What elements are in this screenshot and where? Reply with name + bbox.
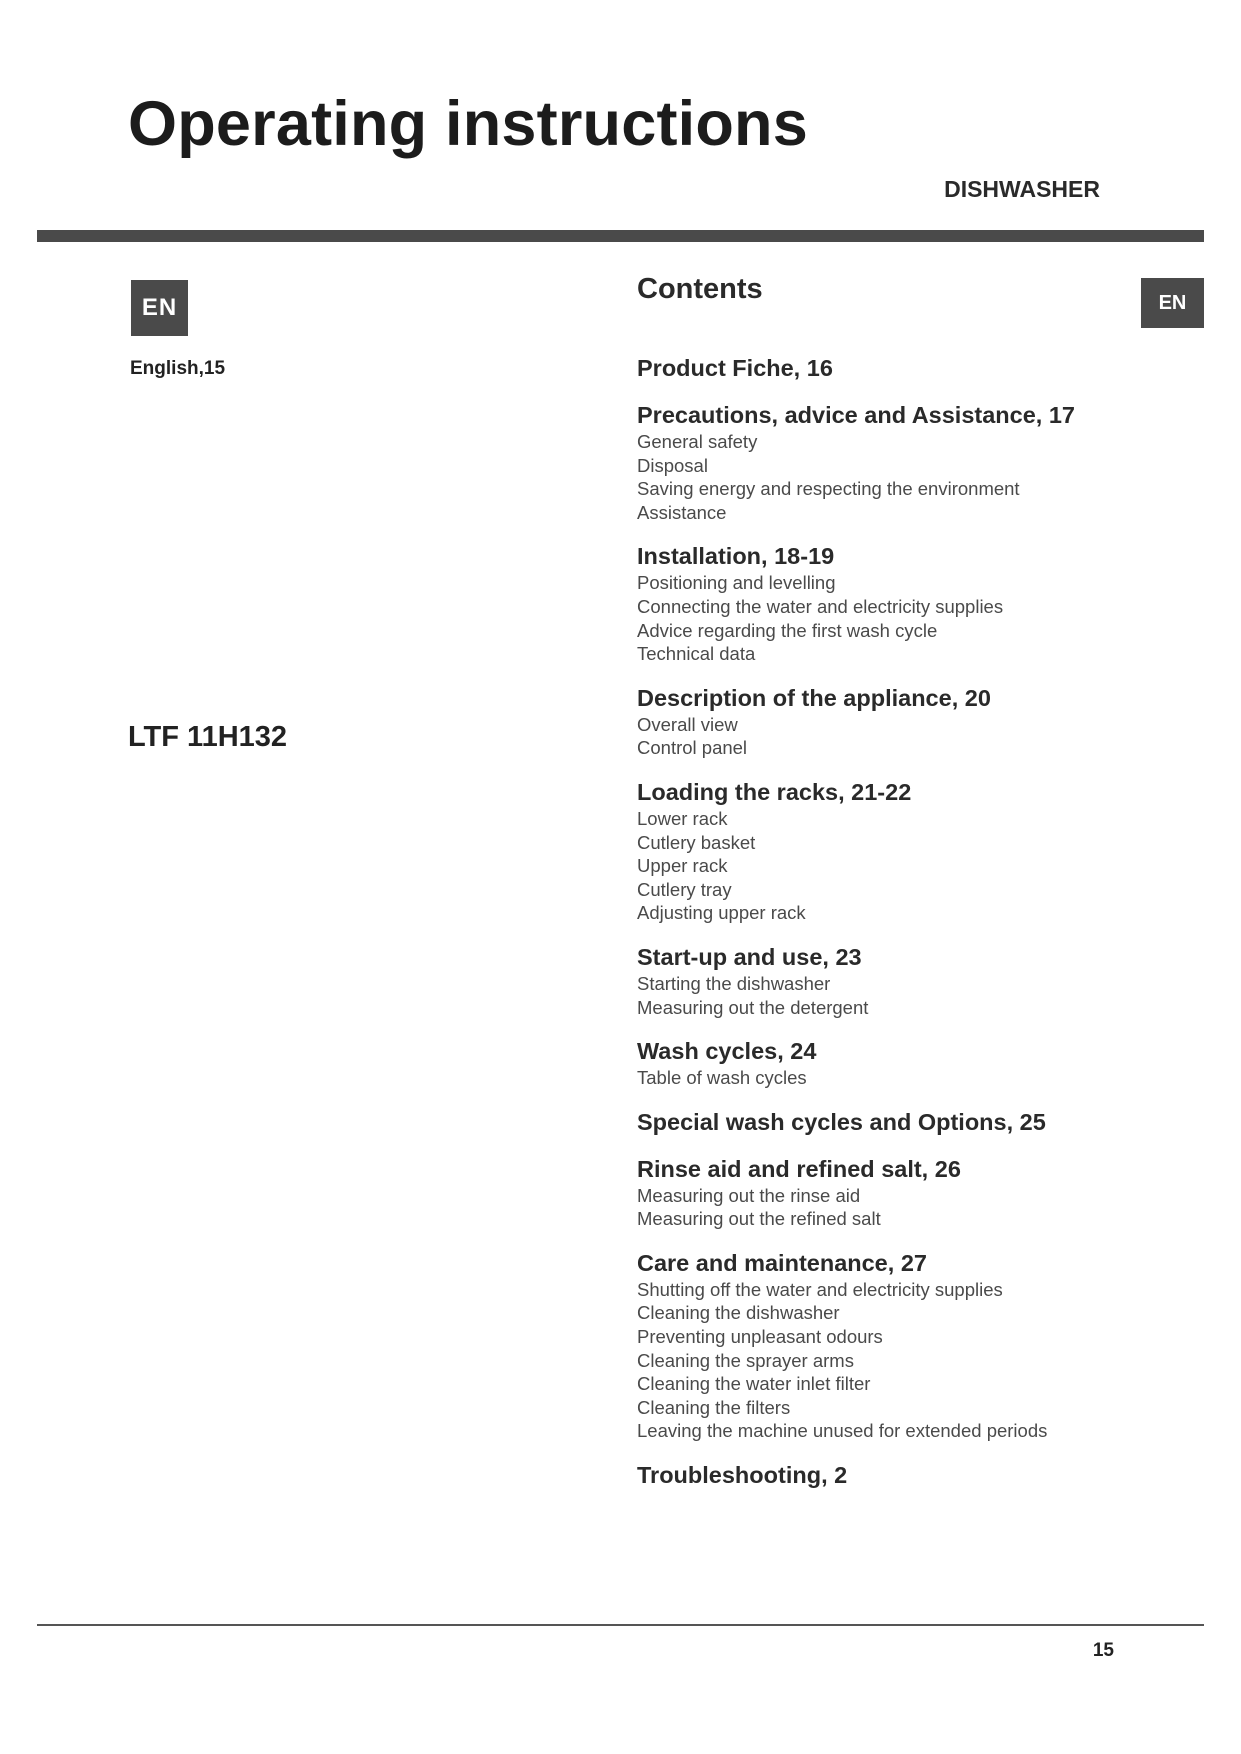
toc-item: Positioning and levelling <box>637 572 836 594</box>
toc-item-list <box>637 972 1157 1019</box>
toc-item: Table of wash cycles <box>637 1067 807 1089</box>
toc-section <box>637 943 1157 1019</box>
language-badge: EN <box>131 280 188 336</box>
toc-section-title: Description of the appliance, 20 <box>637 684 991 711</box>
toc-item: Starting the dishwasher <box>637 972 831 994</box>
contents-heading: Contents <box>637 273 763 305</box>
toc-section-title: Troubleshooting, 2 <box>637 1462 848 1489</box>
toc-section-title: Installation, 18-19 <box>637 543 835 570</box>
toc-item: Overall view <box>637 713 738 735</box>
toc-section-title: Product Fiche, 16 <box>637 355 833 381</box>
toc-item-list <box>637 1184 1157 1231</box>
toc-item: General safety <box>637 431 758 452</box>
toc-item-list <box>637 807 1157 925</box>
footer-divider <box>37 1624 1204 1626</box>
toc-section <box>637 354 1157 383</box>
page-number: 15 <box>1092 1640 1114 1661</box>
toc-section-title: Start-up and use, 23 <box>637 943 862 970</box>
toc-section <box>637 1461 1157 1490</box>
toc-item: Cutlery tray <box>637 878 732 900</box>
toc-item-list <box>637 1278 1157 1443</box>
toc-item: Saving energy and respecting the environment <box>637 478 1020 500</box>
toc-item-list <box>637 571 1157 665</box>
toc-section <box>637 542 1157 665</box>
toc-item: Lower rack <box>637 807 728 829</box>
toc-item: Technical data <box>637 643 756 665</box>
toc-item-list <box>637 1066 1157 1090</box>
toc-section <box>637 401 1157 524</box>
toc-item: Advice regarding the first wash cycle <box>637 619 938 641</box>
toc-section-title: Precautions, advice and Assistance, 17 <box>637 402 1075 428</box>
toc-section <box>637 1155 1157 1231</box>
toc-item: Cleaning the filters <box>637 1396 791 1418</box>
document-subtitle: DISHWASHER <box>944 176 1100 202</box>
model-number: LTF 11H132 <box>128 721 288 753</box>
page-title: Operating instructions <box>128 89 808 159</box>
toc-item: Measuring out the refined salt <box>637 1208 881 1230</box>
toc-item: Control panel <box>637 737 748 759</box>
toc-section-title: Wash cycles, 24 <box>637 1038 817 1065</box>
toc-item: Connecting the water and electricity supplies <box>637 595 1004 617</box>
toc-item: Preventing unpleasant odours <box>637 1326 883 1348</box>
toc-item: Cleaning the water inlet filter <box>637 1373 871 1395</box>
toc-item: Shutting off the water and electricity supplies <box>637 1278 1003 1300</box>
toc-item: Assistance <box>637 501 727 523</box>
language-index: English,15 <box>130 358 226 379</box>
toc-section <box>637 1037 1157 1090</box>
toc-section-title: Loading the racks, 21-22 <box>637 778 912 805</box>
language-tab: EN <box>1141 278 1204 328</box>
toc-item-list <box>637 430 1157 524</box>
toc-section <box>637 1249 1157 1443</box>
toc-item: Cutlery basket <box>637 831 756 853</box>
toc-item: Upper rack <box>637 855 728 877</box>
header-divider <box>37 230 1204 242</box>
toc-item: Measuring out the rinse aid <box>637 1184 861 1206</box>
toc-item-list <box>637 713 1157 760</box>
toc-item: Disposal <box>637 454 708 476</box>
toc-section-title: Special wash cycles and Options, 25 <box>637 1108 1046 1135</box>
toc-section-title: Care and maintenance, 27 <box>637 1249 927 1276</box>
toc-item: Cleaning the sprayer arms <box>637 1349 854 1371</box>
toc-item: Adjusting upper rack <box>637 902 806 924</box>
table-of-contents <box>637 354 1157 1508</box>
toc-item: Measuring out the detergent <box>637 996 869 1018</box>
toc-section <box>637 684 1157 760</box>
toc-section <box>637 1108 1157 1137</box>
toc-section-title: Rinse aid and refined salt, 26 <box>637 1155 961 1182</box>
toc-section <box>637 778 1157 925</box>
toc-item: Cleaning the dishwasher <box>637 1302 840 1324</box>
toc-item: Leaving the machine unused for extended periods <box>637 1420 1048 1442</box>
